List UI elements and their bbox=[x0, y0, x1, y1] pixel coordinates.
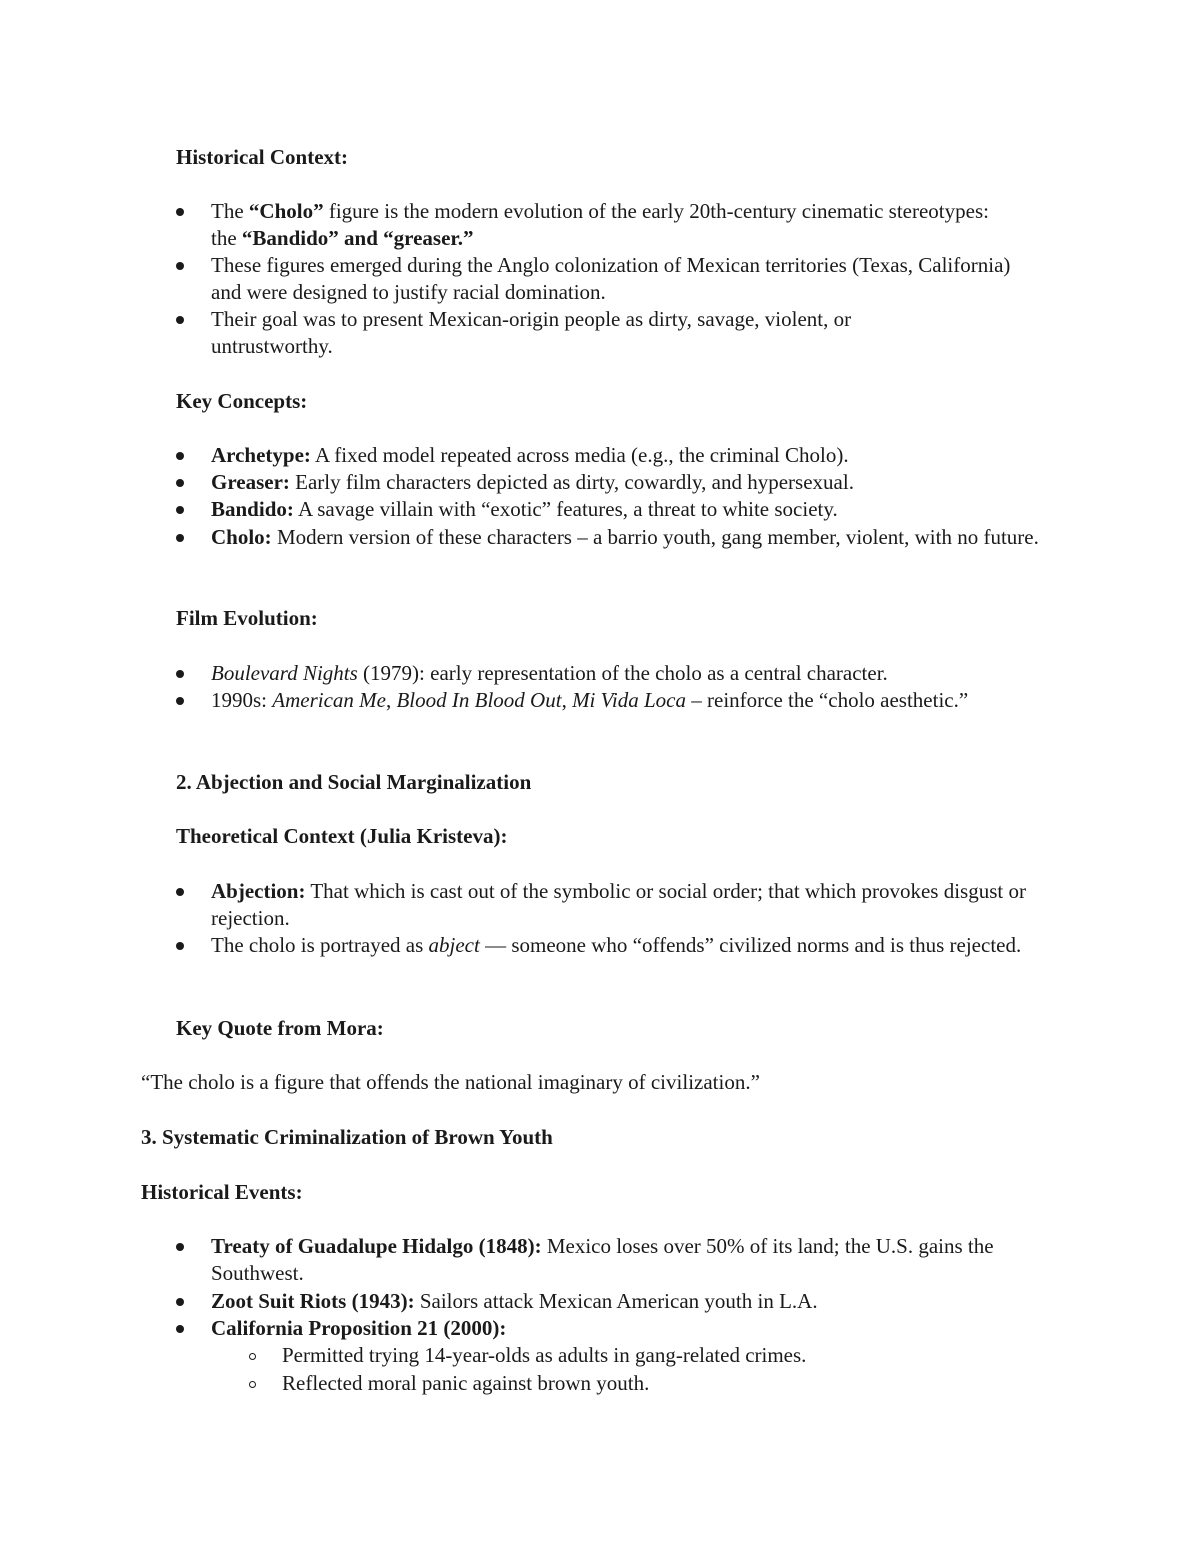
bullet-icon bbox=[176, 452, 184, 460]
hollow-bullet-icon bbox=[249, 1353, 256, 1360]
list-item: These figures emerged during the Anglo colonization of Mexican territories (Texas, California) and were designed to justify racial domination. bbox=[211, 253, 1011, 305]
list-item: 1990s: American Me, Blood In Blood Out, Mi Vida Loca – reinforce the “cholo aesthetic.” bbox=[211, 688, 969, 712]
bullet-icon bbox=[176, 208, 184, 216]
list-item: Treaty of Guadalupe Hidalgo (1848): Mexico loses over 50% of its land; the U.S. gains the Southwest. bbox=[211, 1234, 994, 1286]
heading-historical-events: Historical Events: bbox=[141, 1180, 303, 1204]
bullet-icon bbox=[176, 1325, 184, 1333]
heading-theoretical-context: Theoretical Context (Julia Kristeva): bbox=[176, 824, 508, 848]
bullet-icon bbox=[176, 316, 184, 324]
bullet-icon bbox=[176, 479, 184, 487]
sub-list-item: Permitted trying 14-year-olds as adults in gang-related crimes. bbox=[282, 1343, 807, 1367]
bullet-icon bbox=[176, 262, 184, 270]
list-item: The “Cholo” figure is the modern evolution of the early 20th-century cinematic stereotypes: the “Bandido” and “greaser.” bbox=[211, 199, 989, 251]
bullet-icon bbox=[176, 1298, 184, 1306]
list-item: Bandido: A savage villain with “exotic” features, a threat to white society. bbox=[211, 497, 838, 521]
hollow-bullet-icon bbox=[249, 1381, 256, 1388]
list-item: Archetype: A fixed model repeated across media (e.g., the criminal Cholo). bbox=[211, 443, 849, 467]
heading-section-3: 3. Systematic Criminalization of Brown Youth bbox=[141, 1125, 553, 1149]
list-item: The cholo is portrayed as abject — someone who “offends” civilized norms and is thus rejected. bbox=[211, 933, 1022, 957]
bullet-icon bbox=[176, 670, 184, 678]
list-item: Cholo: Modern version of these characters – a barrio youth, gang member, violent, with no future. bbox=[211, 525, 1039, 549]
sub-list-item: Reflected moral panic against brown youth. bbox=[282, 1371, 650, 1395]
heading-key-quote: Key Quote from Mora: bbox=[176, 1016, 384, 1040]
bullet-icon bbox=[176, 1243, 184, 1251]
list-item: Their goal was to present Mexican-origin people as dirty, savage, violent, or untrustworthy. bbox=[211, 307, 852, 359]
list-item: Greaser: Early film characters depicted as dirty, cowardly, and hypersexual. bbox=[211, 470, 854, 494]
bullet-icon bbox=[176, 534, 184, 542]
bullet-icon bbox=[176, 506, 184, 514]
heading-film-evolution: Film Evolution: bbox=[176, 606, 318, 630]
list-item: Abjection: That which is cast out of the symbolic or social order; that which provokes disgust or rejection. bbox=[211, 879, 1026, 931]
heading-historical-context: Historical Context: bbox=[176, 145, 349, 169]
bullet-icon bbox=[176, 888, 184, 896]
heading-section-2: 2. Abjection and Social Marginalization bbox=[176, 770, 532, 794]
bullet-icon bbox=[176, 697, 184, 705]
quote-text: “The cholo is a figure that offends the national imaginary of civilization.” bbox=[141, 1070, 760, 1094]
list-item: California Proposition 21 (2000): bbox=[211, 1316, 507, 1340]
list-item: Zoot Suit Riots (1943): Sailors attack Mexican American youth in L.A. bbox=[211, 1289, 818, 1313]
bullet-icon bbox=[176, 942, 184, 950]
heading-key-concepts: Key Concepts: bbox=[176, 389, 308, 413]
list-item: Boulevard Nights (1979): early representation of the cholo as a central character. bbox=[211, 661, 888, 685]
